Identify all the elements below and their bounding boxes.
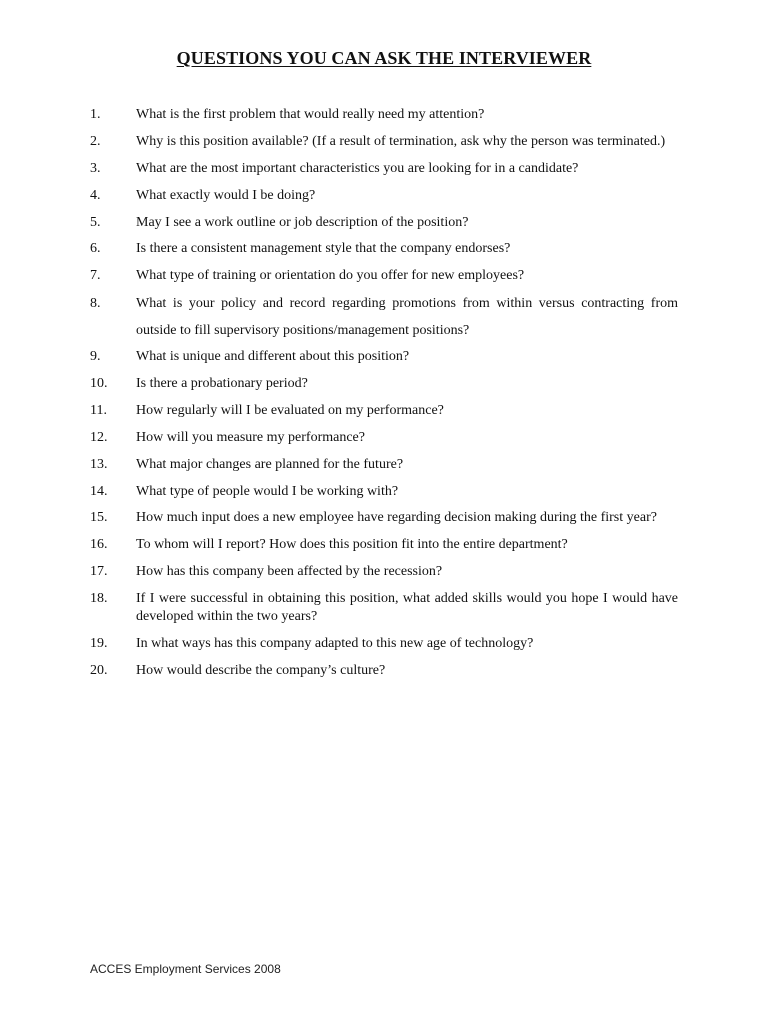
- question-number: 14.: [90, 483, 108, 499]
- question-item: [90, 375, 678, 393]
- question-item: [90, 536, 678, 554]
- question-text: What exactly would I be doing?: [136, 187, 316, 203]
- question-number: 3.: [90, 160, 101, 176]
- question-number: 15.: [90, 510, 108, 526]
- question-text: Is there a probationary period?: [136, 376, 308, 392]
- question-item: [90, 187, 678, 205]
- question-number: 18.: [90, 591, 108, 607]
- question-item: [90, 402, 678, 420]
- question-number: 20.: [90, 662, 108, 678]
- question-text: May I see a work outline or job description of the position?: [136, 214, 469, 230]
- question-text: In what ways has this company adapted to this new age of technology?: [136, 636, 534, 652]
- question-number: 12.: [90, 429, 108, 445]
- question-item: [90, 160, 678, 178]
- question-text: How much input does a new employee have regarding decision making during the first year?: [136, 510, 657, 526]
- question-number: 2.: [90, 133, 101, 149]
- question-item: [90, 214, 678, 232]
- question-item: [90, 509, 678, 527]
- question-number: 8.: [90, 295, 101, 311]
- question-text: How will you measure my performance?: [136, 429, 365, 445]
- question-text: To whom will I report? How does this position fit into the entire department?: [136, 537, 568, 553]
- question-number: 19.: [90, 636, 108, 652]
- question-item: [90, 429, 678, 447]
- question-number: 10.: [90, 376, 108, 392]
- question-item: [90, 662, 678, 680]
- question-text: What is unique and different about this position?: [136, 349, 410, 365]
- question-number: 1.: [90, 107, 101, 122]
- questions-list: [90, 106, 678, 689]
- question-item: [90, 267, 678, 285]
- question-text: How regularly will I be evaluated on my performance?: [136, 402, 444, 418]
- question-text: What type of people would I be working with?: [136, 483, 399, 499]
- question-number: 17.: [90, 564, 108, 580]
- question-number: 11.: [90, 402, 107, 418]
- question-number: 13.: [90, 456, 108, 472]
- question-item: [90, 240, 678, 258]
- question-text: What major changes are planned for the future?: [136, 456, 404, 472]
- question-item: [90, 290, 678, 344]
- footer-text: ACCES Employment Services 2008: [90, 962, 281, 976]
- question-number: 4.: [90, 187, 101, 203]
- question-item: [90, 563, 678, 581]
- question-number: 16.: [90, 537, 108, 553]
- question-item: [90, 635, 678, 653]
- question-item: [90, 348, 678, 366]
- question-number: 7.: [90, 268, 101, 284]
- question-item: [90, 133, 678, 151]
- question-text: How would describe the company’s culture?: [136, 662, 386, 678]
- question-number: 9.: [90, 349, 101, 365]
- question-item: [90, 456, 678, 474]
- question-text: If I were successful in obtaining this position, what added skills would you hope I would have developed within the two years?: [136, 591, 678, 625]
- question-text: What is the first problem that would really need my attention?: [136, 107, 485, 122]
- question-item: [90, 590, 678, 626]
- question-item: [90, 106, 678, 124]
- question-text: What type of training or orientation do you offer for new employees?: [136, 268, 525, 284]
- question-text: What are the most important characteristics you are looking for in a candidate?: [136, 160, 579, 176]
- question-text: Why is this position available? (If a result of termination, ask why the person was terminated.): [136, 133, 666, 149]
- question-number: 6.: [90, 241, 101, 257]
- question-text: What is your policy and record regarding promotions from within versus contracting from outside to fill supervisory positions/management positions?: [136, 295, 678, 338]
- question-item: [90, 483, 678, 501]
- document-title: QUESTIONS YOU CAN ASK THE INTERVIEWER: [176, 48, 592, 68]
- question-text: How has this company been affected by the recession?: [136, 564, 443, 580]
- question-text: Is there a consistent management style that the company endorses?: [136, 241, 511, 257]
- question-number: 5.: [90, 214, 101, 230]
